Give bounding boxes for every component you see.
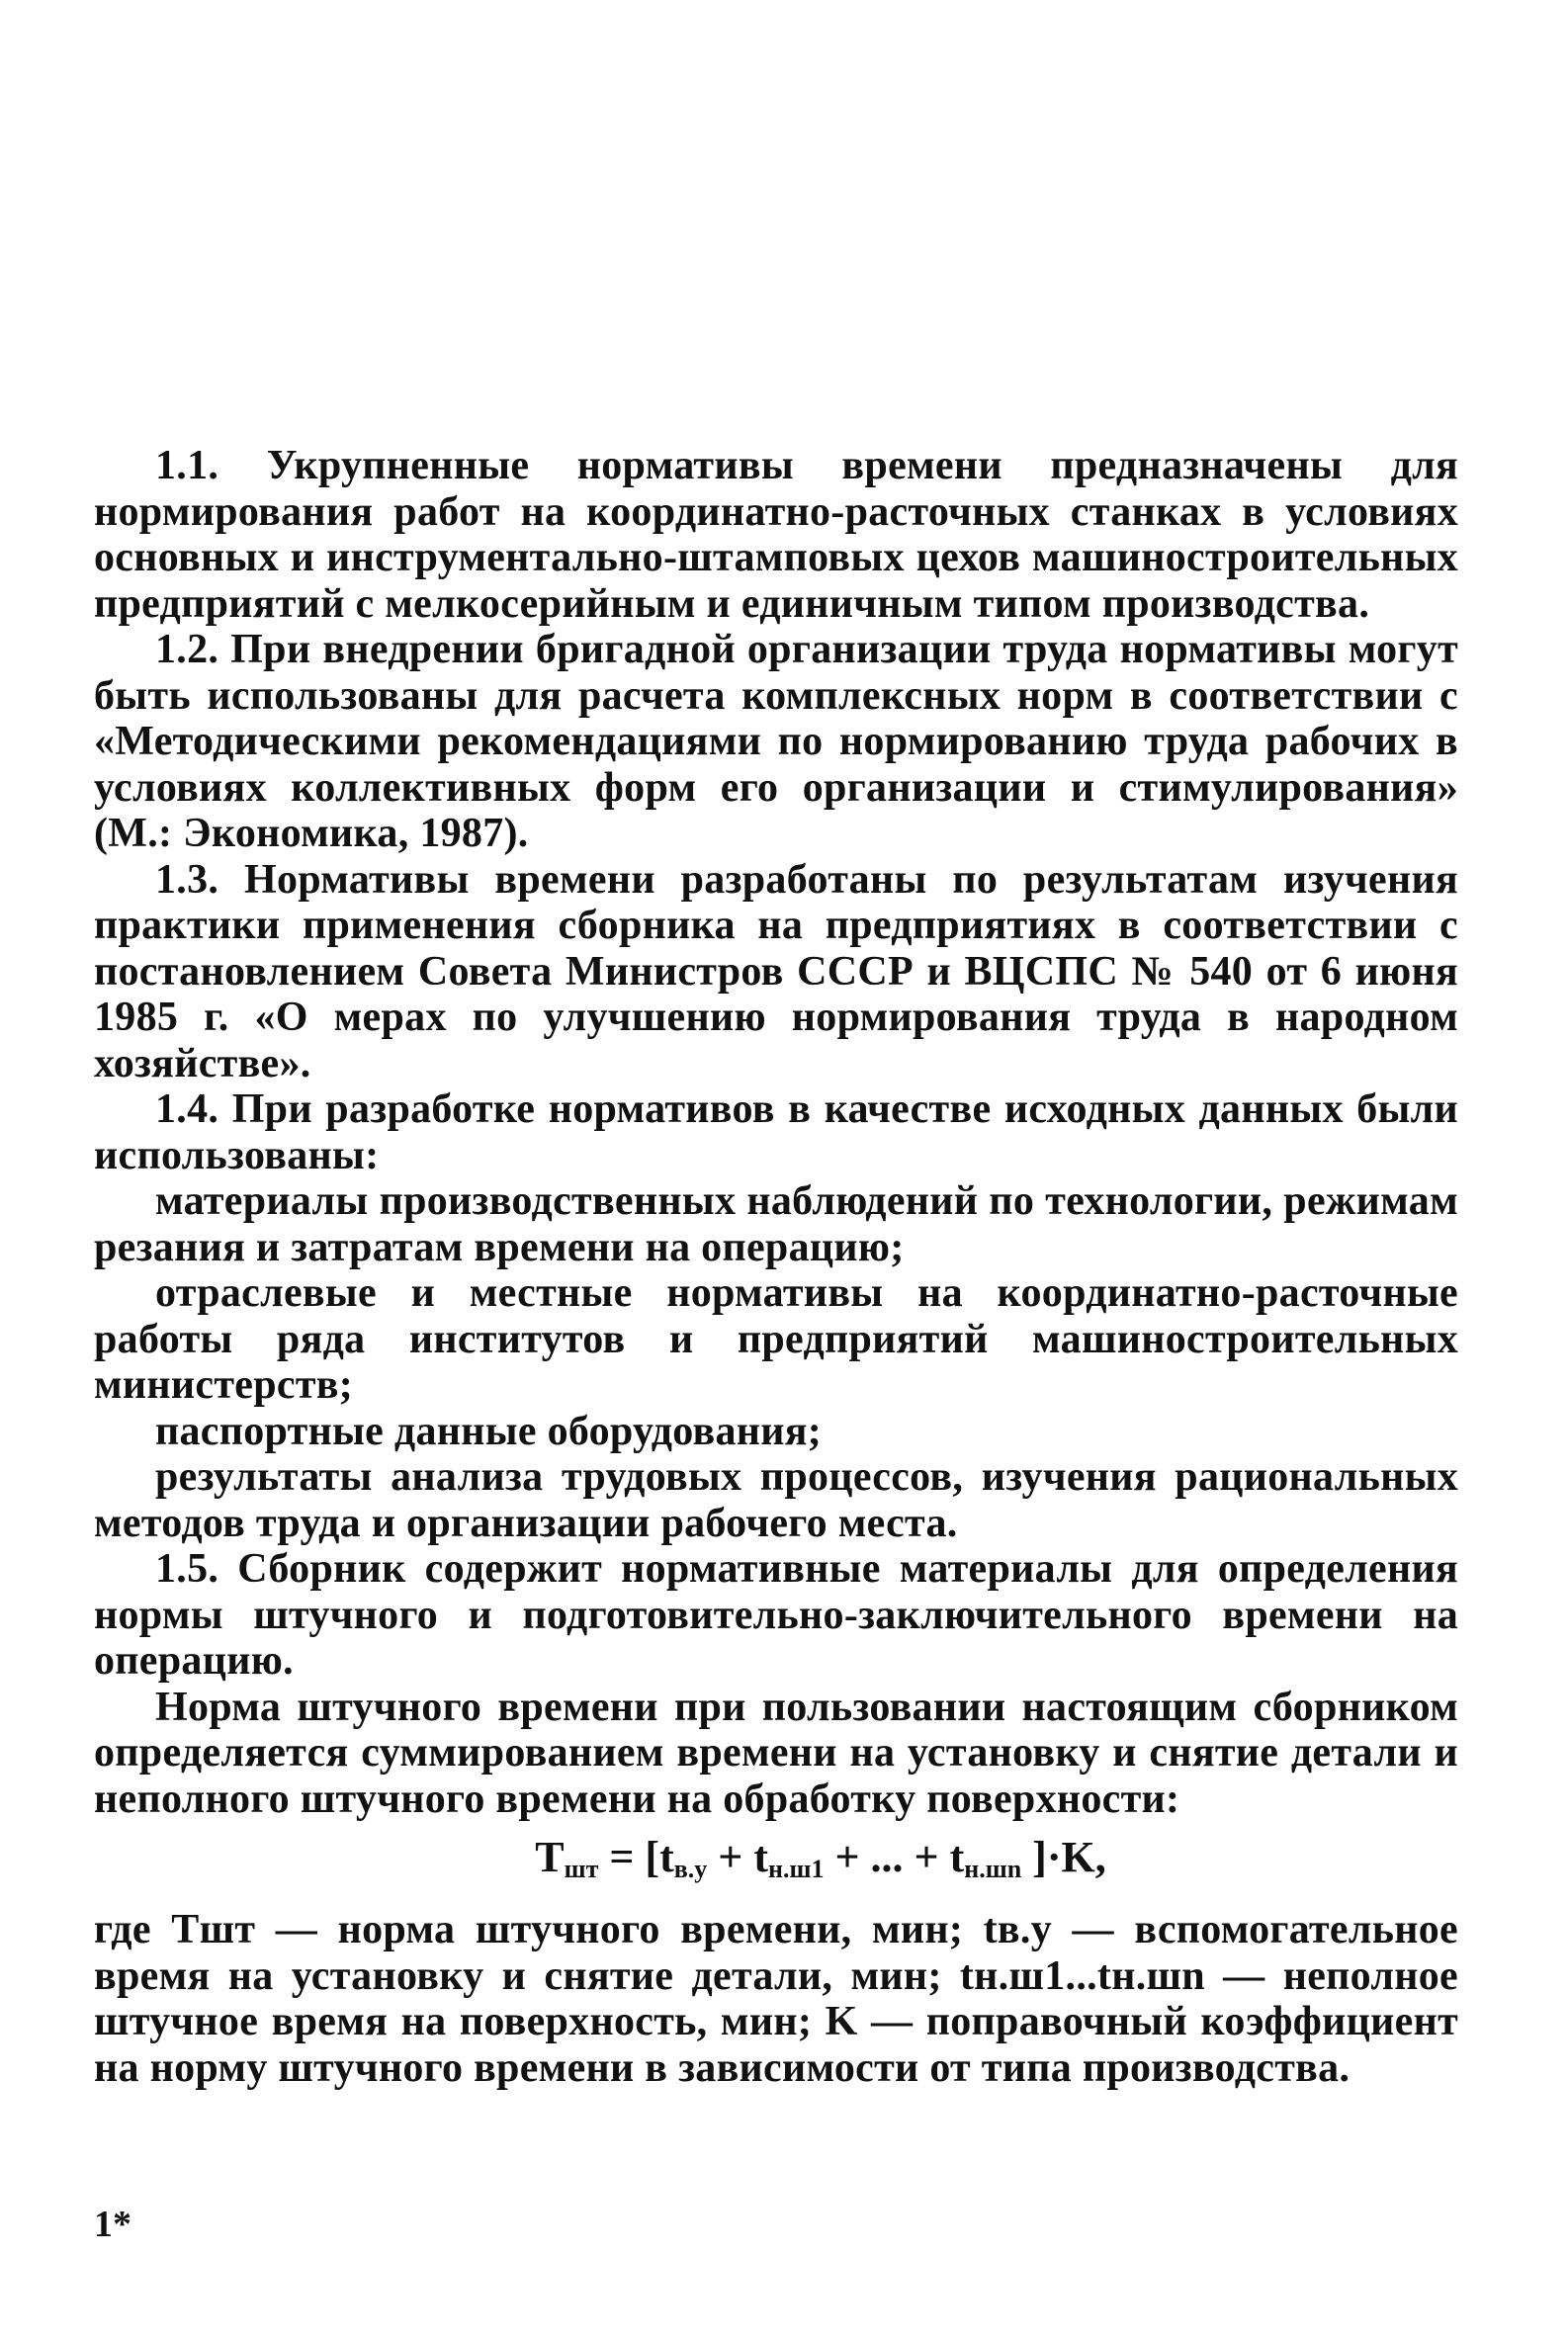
formula-t3-sub: н.шn: [964, 1855, 1022, 1883]
list-item-materials: материалы производственных наблюдений по технологии, режимам резания и затратам времени на операцию;: [94, 1178, 1458, 1270]
formula-plus2: + ... +: [824, 1833, 950, 1881]
paragraph-1-4: 1.4. При разработке нормативов в качестве исходных данных были использованы:: [94, 1086, 1458, 1178]
formula-lhs: T: [535, 1833, 565, 1881]
formula-explanation: где Tшт — норма штучного времени, мин; tв.у — вспомогательное время на установку и снятие детали, мин; tн.ш1...tн.шn — неполное штучное время на поверхность, мин; K — поправочный коэффициент на норму штучного времени в зависимости от типа производства.: [94, 1907, 1458, 2091]
paragraph-1-3: 1.3. Нормативы времени разработаны по результатам изучения практики применения сборника на предприятиях в соответствии с постановлением Совета Министров СССР и ВЦСПС № 540 от 6 июня 1985 г. «О мерах по улучшению нормирования труда в народном хозяйстве».: [94, 856, 1458, 1086]
formula-eq: = [: [598, 1833, 660, 1881]
document-page: [94, 443, 1458, 2091]
formula-lhs-sub: шт: [564, 1855, 599, 1883]
formula: [94, 1830, 1458, 1897]
formula-plus1: +: [707, 1833, 754, 1881]
list-item-norms: отраслевые и местные нормативы на координатно-расточные работы ряда институтов и предприятий машиностроительных министерств;: [94, 1270, 1458, 1408]
list-item-analysis: результаты анализа трудовых процессов, изучения рациональных методов труда и организации рабочего места.: [94, 1454, 1458, 1546]
formula-t3: t: [949, 1833, 965, 1881]
formula-t2: t: [753, 1833, 769, 1881]
page-signature-mark: 1*: [94, 2204, 131, 2245]
formula-t2-sub: н.ш1: [768, 1855, 825, 1883]
formula-t1: t: [659, 1833, 674, 1881]
formula-rhs: ]·K,: [1021, 1833, 1106, 1881]
paragraph-norm: Норма штучного времени при пользовании настоящим сборником определяется суммированием времени на установку и снятие детали и неполного штучного времени на обработку поверхности:: [94, 1684, 1458, 1822]
list-item-passport: паспортные данные оборудования;: [155, 1408, 823, 1454]
paragraph-1-5: 1.5. Сборник содержит нормативные материалы для определения нормы штучного и подготовительно-заключительного времени на операцию.: [94, 1546, 1458, 1684]
formula-t1-sub: в.у: [673, 1855, 708, 1883]
paragraph-1-2: 1.2. При внедрении бригадной организации труда нормативы могут быть использованы для расчета комплексных норм в соответствии с «Методическими рекомендациями по нормированию труда рабочих в условиях коллективных форм его организации и стимулирования» (М.: Экономика, 1987).: [94, 627, 1458, 856]
paragraph-1-1: 1.1. Укрупненные нормативы времени предназначены для нормирования работ на координатно-расточных станках в условиях основных и инструментально-штамповых цехов машиностроительных предприятий с мелкосерийным и единичным типом производства.: [94, 443, 1458, 627]
